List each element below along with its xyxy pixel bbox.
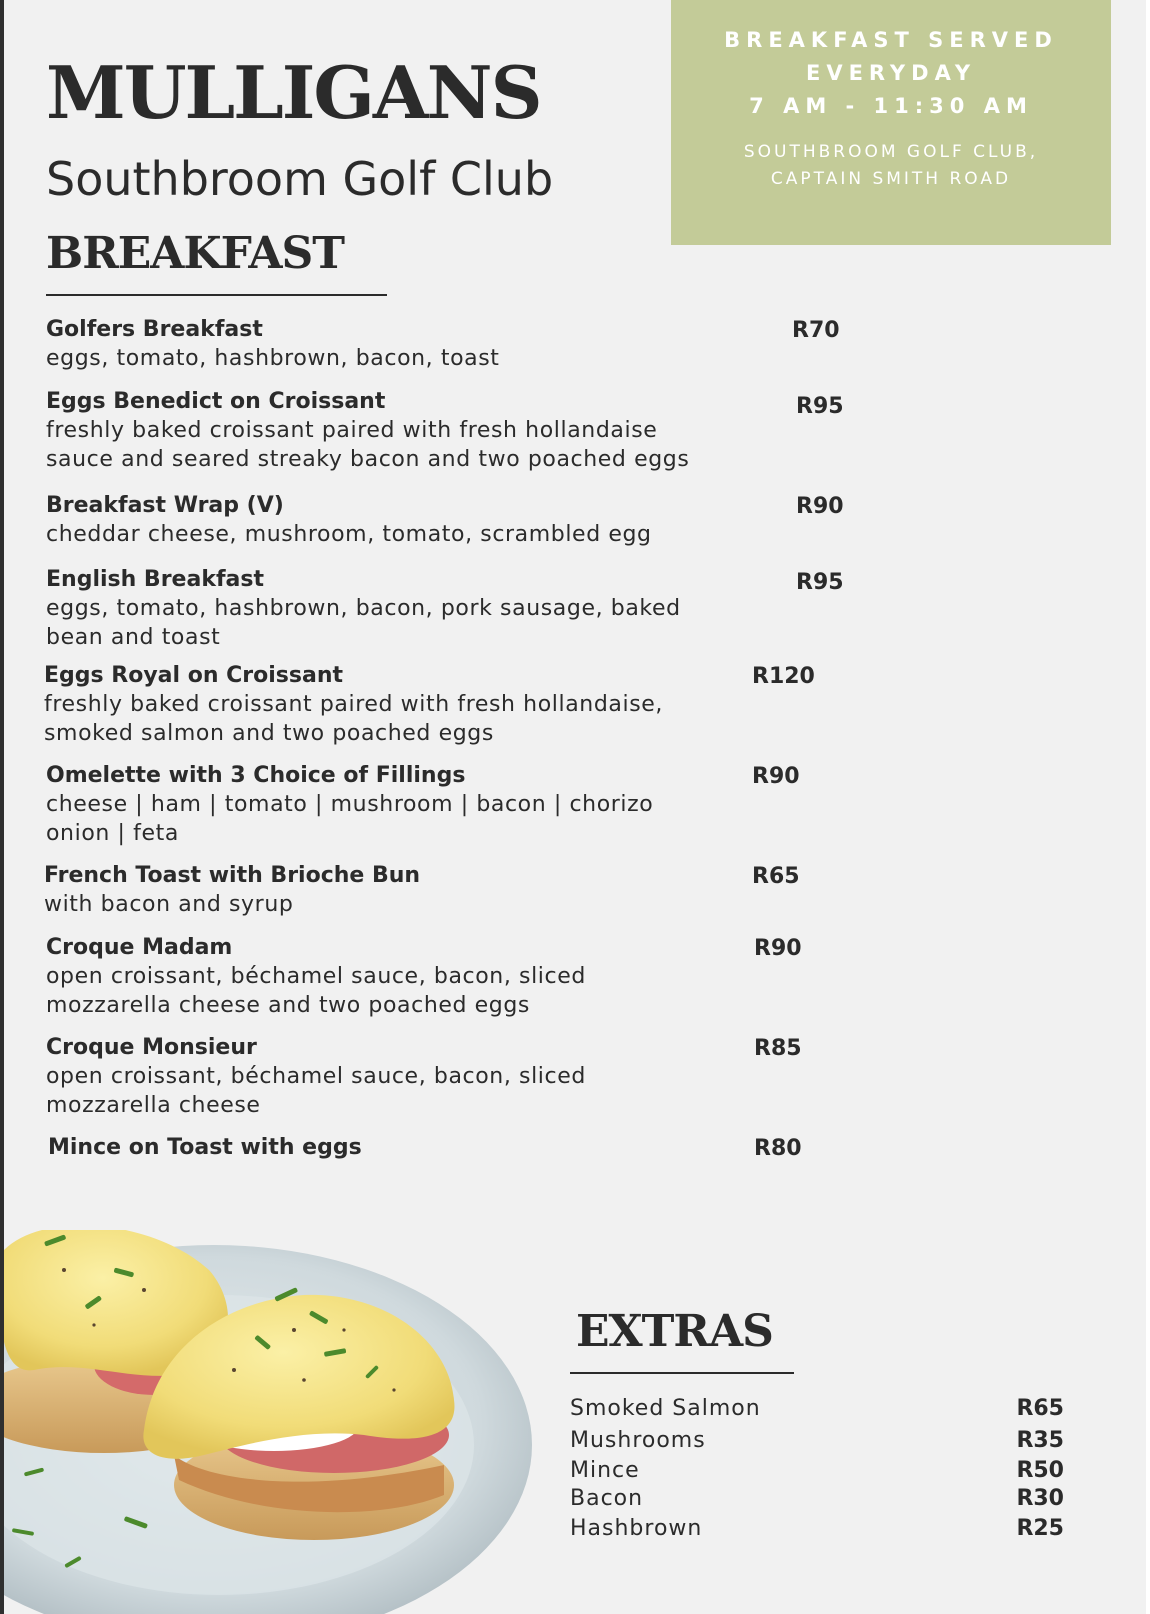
menu-item-description: eggs, tomato, hashbrown, bacon, pork sausage, baked — [46, 596, 681, 621]
menu-item-description: cheese | ham | tomato | mushroom | bacon | chorizo — [46, 792, 654, 817]
extra-item-price: R25 — [1016, 1516, 1064, 1541]
breakfast-section-title: BREAKFAST — [46, 228, 344, 279]
menu-item-name: Eggs Benedict on Croissant — [46, 389, 386, 414]
menu-item — [46, 566, 844, 652]
extra-item-name: Mushrooms — [570, 1428, 706, 1453]
address — [671, 139, 1111, 193]
extra-item-price: R65 — [1016, 1396, 1064, 1421]
menu-item-price: R70 — [792, 318, 840, 343]
menu-item-description: mozzarella cheese and two poached eggs — [46, 993, 530, 1018]
address-line-2: CAPTAIN SMITH ROAD — [770, 169, 1012, 189]
menu-item-description: freshly baked croissant paired with fresh hollandaise — [46, 418, 658, 443]
menu-item-price: R95 — [796, 570, 844, 595]
serving-hours: 7 AM - 11:30 AM — [749, 94, 1033, 118]
extra-item — [570, 1516, 1064, 1546]
menu-item-name: French Toast with Brioche Bun — [44, 863, 421, 888]
eggs-benedict-photo — [4, 1230, 544, 1614]
menu-item — [46, 762, 806, 848]
menu-item — [46, 492, 844, 549]
menu-item-price: R95 — [796, 394, 844, 419]
menu-item-price: R90 — [752, 764, 800, 789]
menu-item-description: bean and toast — [46, 625, 221, 650]
extra-item-price: R50 — [1016, 1458, 1064, 1483]
menu-item — [46, 1034, 806, 1120]
menu-item — [44, 662, 815, 748]
menu-item-name: Croque Monsieur — [46, 1035, 257, 1060]
menu-item-name: Croque Madam — [46, 935, 233, 960]
menu-item-price: R80 — [754, 1136, 802, 1161]
page-left-border — [0, 0, 4, 1614]
menu-item-description: freshly baked croissant paired with fresh hollandaise, — [44, 692, 663, 717]
extra-item-name: Mince — [570, 1458, 640, 1483]
menu-item-price: R85 — [754, 1036, 802, 1061]
extra-item — [570, 1396, 1064, 1426]
menu-item — [44, 862, 804, 919]
extra-item — [570, 1458, 1064, 1488]
menu-item-description: sauce and seared streaky bacon and two poached eggs — [46, 447, 690, 472]
menu-item-price: R90 — [754, 936, 802, 961]
restaurant-name: MULLIGANS — [46, 50, 541, 135]
hours-info-box — [671, 0, 1111, 245]
extra-item — [570, 1428, 1064, 1458]
menu-item-price: R90 — [796, 494, 844, 519]
menu-item-name: Eggs Royal on Croissant — [44, 663, 344, 688]
menu-item — [46, 934, 806, 1020]
menu-item-description: cheddar cheese, mushroom, tomato, scrambled egg — [46, 522, 652, 547]
menu-item — [46, 316, 840, 373]
menu-item-price: R65 — [752, 864, 800, 889]
restaurant-subtitle: Southbroom Golf Club — [46, 152, 554, 206]
extra-item-name: Bacon — [570, 1486, 644, 1511]
menu-item-description: smoked salmon and two poached eggs — [44, 721, 494, 746]
extra-item-price: R30 — [1016, 1486, 1064, 1511]
breakfast-title-underline — [46, 294, 387, 296]
menu-item-name: Mince on Toast with eggs — [48, 1135, 362, 1160]
menu-item-name: Omelette with 3 Choice of Fillings — [46, 763, 466, 788]
extras-section-title: EXTRAS — [576, 1306, 773, 1357]
address-line-1: SOUTHBROOM GOLF CLUB, — [743, 142, 1039, 162]
menu-item-description: onion | feta — [46, 821, 179, 846]
extra-item-name: Hashbrown — [570, 1516, 703, 1541]
menu-item — [48, 1134, 808, 1162]
menu-item-name: Breakfast Wrap (V) — [46, 493, 284, 518]
menu-item-name: Golfers Breakfast — [46, 317, 263, 342]
served-line-1: BREAKFAST SERVED — [724, 28, 1058, 52]
menu-item-price: R120 — [752, 664, 815, 689]
extra-item — [570, 1486, 1064, 1516]
menu-item-description: eggs, tomato, hashbrown, bacon, toast — [46, 346, 500, 371]
menu-item-name: English Breakfast — [46, 567, 264, 592]
extra-item-price: R35 — [1016, 1428, 1064, 1453]
menu-item — [46, 388, 844, 474]
menu-item-description: open croissant, béchamel sauce, bacon, sliced — [46, 1064, 586, 1089]
menu-page — [4, 0, 1146, 1614]
served-line-2: EVERYDAY — [805, 61, 977, 85]
extra-item-name: Smoked Salmon — [570, 1396, 761, 1421]
extras-title-underline — [570, 1372, 794, 1374]
menu-item-description: open croissant, béchamel sauce, bacon, sliced — [46, 964, 586, 989]
menu-item-description: with bacon and syrup — [44, 892, 294, 917]
menu-item-description: mozzarella cheese — [46, 1093, 261, 1118]
